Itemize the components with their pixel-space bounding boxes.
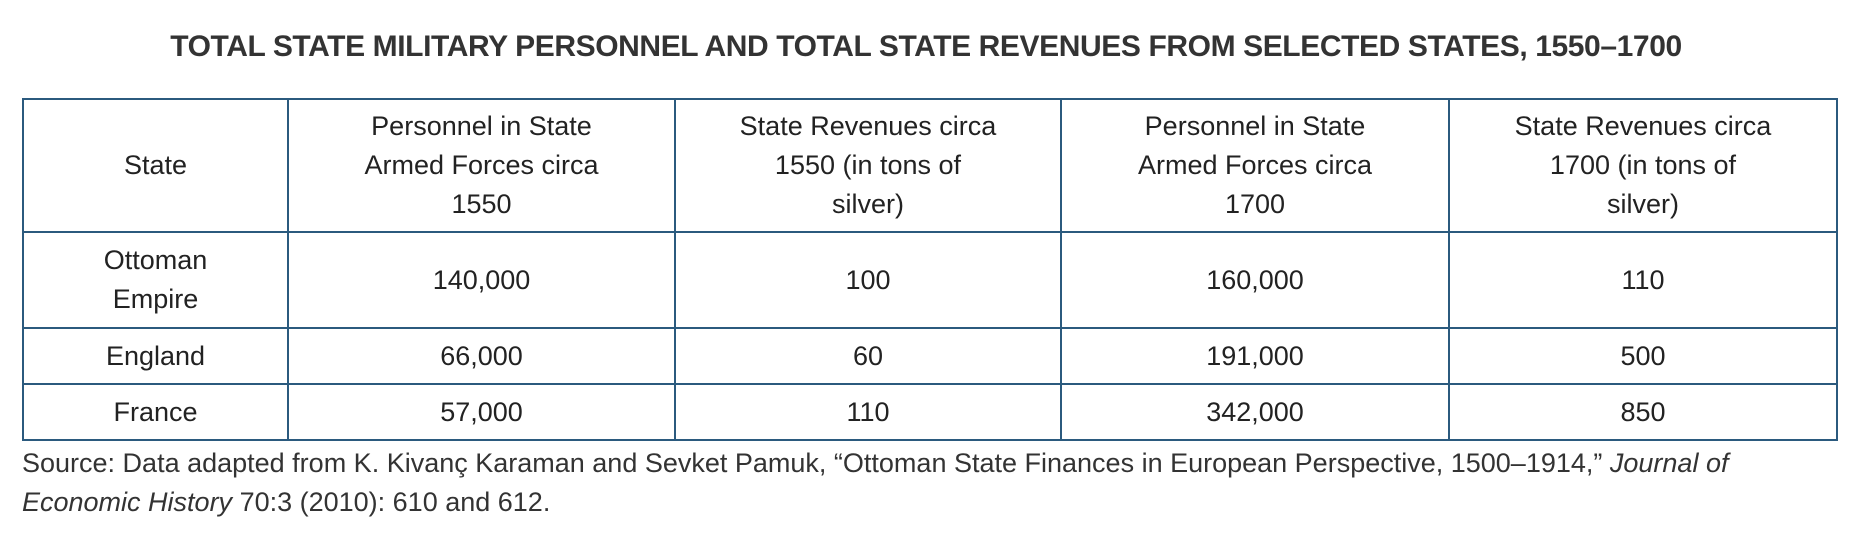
table-row <box>23 232 1837 328</box>
cell-personnel-1700: 191,000 <box>1061 328 1449 384</box>
cell-revenues-1550: 110 <box>675 384 1061 440</box>
cell-personnel-1550: 57,000 <box>288 384 675 440</box>
source-text: Source: Data adapted from K. Kivanç Karaman and Sevket Pamuk, “Ottoman State Finances in European Perspective, 1500–1914,” <box>22 448 1610 478</box>
header-revenues-1700-label: State Revenues circa 1700 (in tons of silver) <box>1514 111 1772 219</box>
header-personnel-1700-label: Personnel in State Armed Forces circa 1700 <box>1137 111 1373 219</box>
header-revenues-1550-label: State Revenues circa 1550 (in tons of silver) <box>739 111 997 219</box>
cell-personnel-1700: 342,000 <box>1061 384 1449 440</box>
header-personnel-1700 <box>1061 99 1449 232</box>
cell-personnel-1700: 160,000 <box>1061 232 1449 328</box>
header-personnel-1550 <box>288 99 675 232</box>
cell-revenues-1550: 60 <box>675 328 1061 384</box>
cell-revenues-1700: 500 <box>1449 328 1837 384</box>
cell-state: England <box>23 328 288 384</box>
table-row <box>23 384 1837 440</box>
data-table <box>22 98 1838 441</box>
cell-personnel-1550: 140,000 <box>288 232 675 328</box>
cell-revenues-1550: 100 <box>675 232 1061 328</box>
source-note <box>22 444 1830 522</box>
header-state-label: State <box>123 150 188 180</box>
header-revenues-1700 <box>1449 99 1837 232</box>
cell-state <box>23 232 288 328</box>
cell-state: France <box>23 384 288 440</box>
header-row <box>23 99 1837 232</box>
cell-state-label: Ottoman Empire <box>103 245 208 314</box>
header-personnel-1550-label: Personnel in State Armed Forces circa 1550 <box>364 111 599 219</box>
cell-revenues-1700: 110 <box>1449 232 1837 328</box>
table-title: TOTAL STATE MILITARY PERSONNEL AND TOTAL STATE REVENUES FROM SELECTED STATES, 1550–1700 <box>170 30 1682 63</box>
table-row <box>23 328 1837 384</box>
header-revenues-1550 <box>675 99 1061 232</box>
cell-revenues-1700: 850 <box>1449 384 1837 440</box>
cell-personnel-1550: 66,000 <box>288 328 675 384</box>
header-state <box>23 99 288 232</box>
source-citation: 70:3 (2010): 610 and 612. <box>232 487 551 517</box>
source-journal: Journal of Economic History <box>22 448 1729 517</box>
